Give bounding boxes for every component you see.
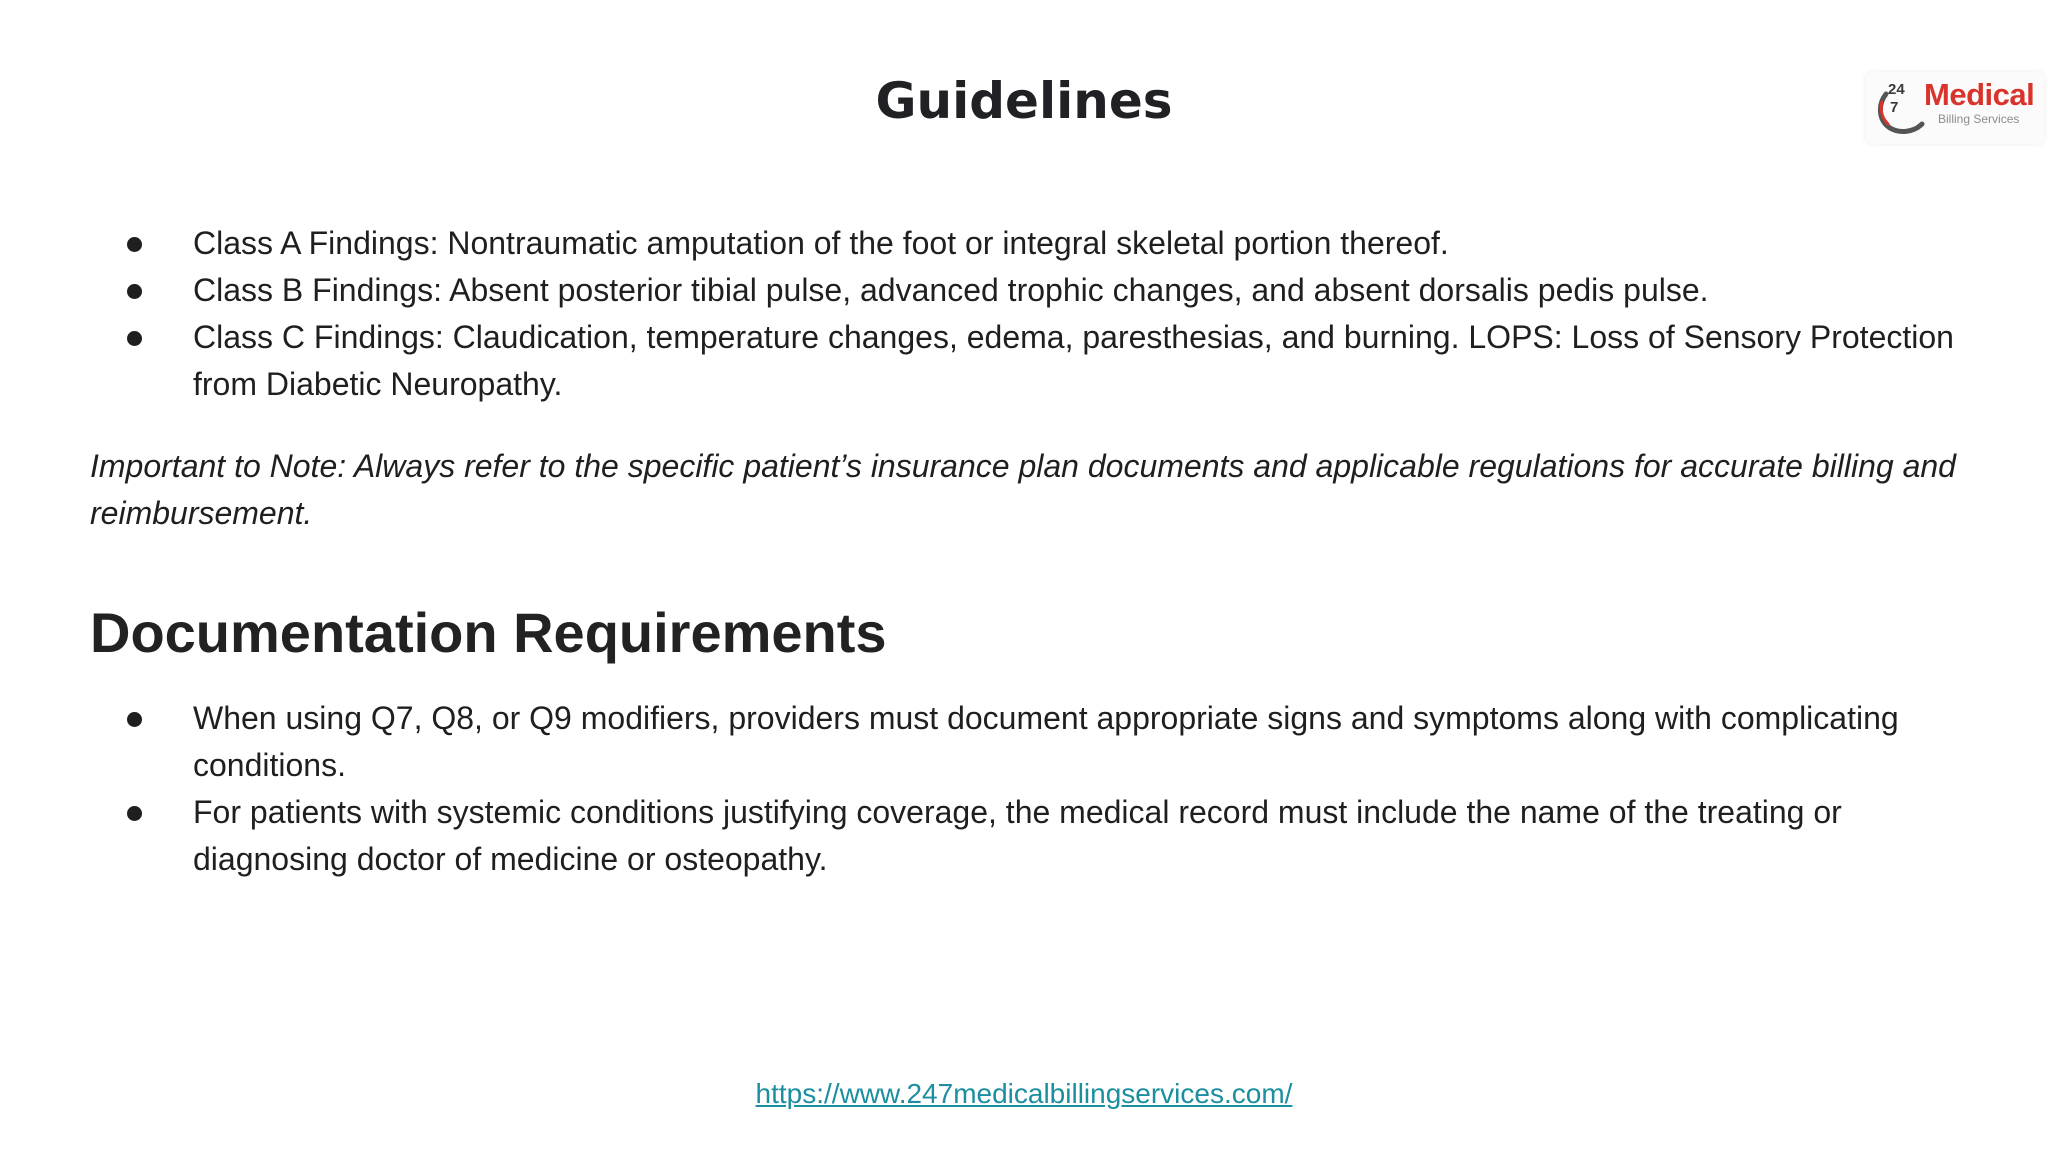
section-heading: Documentation Requirements xyxy=(90,601,887,664)
list-item-text: For patients with systemic conditions justifying coverage, the medical record must include the name of the treating or diagnosing doctor of medicine or osteopathy. xyxy=(193,794,1842,877)
list-item-text: When using Q7, Q8, or Q9 modifiers, providers must document appropriate signs and symptoms along with complicating conditions. xyxy=(193,700,1899,783)
bullet-icon xyxy=(127,806,142,821)
list-item xyxy=(0,220,2048,267)
list-item xyxy=(0,314,2048,408)
footer xyxy=(0,1077,2048,1111)
bullet-icon xyxy=(127,237,142,252)
list-item xyxy=(0,695,2048,789)
list-item xyxy=(0,789,2048,883)
page-title: Guidelines xyxy=(875,72,1173,130)
logo-numerals: 24 xyxy=(1888,81,1905,98)
documentation-list xyxy=(0,695,2048,883)
guidelines-list xyxy=(0,220,2048,408)
logo-brand-text: Medical xyxy=(1924,77,2035,112)
important-note: Important to Note: Always refer to the specific patient’s insurance plan documents and applicable regulations for accurate billing and reimbursement. xyxy=(90,448,1956,531)
list-item-text: Class A Findings: Nontraumatic amputation of the foot or integral skeletal portion thereof. xyxy=(193,225,1449,261)
logo-digit: 7 xyxy=(1890,99,1899,116)
company-logo[interactable] xyxy=(1866,72,2044,144)
bullet-icon xyxy=(127,712,142,727)
website-link[interactable]: https://www.247medicalbillingservices.com/ xyxy=(755,1078,1293,1109)
list-item xyxy=(0,267,2048,314)
list-item-text: Class C Findings: Claudication, temperature changes, edema, paresthesias, and burning. LOPS: Loss of Sensory Protection from Diabetic Neuropathy. xyxy=(193,319,1954,402)
list-item-text: Class B Findings: Absent posterior tibial pulse, advanced trophic changes, and absent dorsalis pedis pulse. xyxy=(193,272,1709,308)
logo-subtitle: Billing Services xyxy=(1938,112,2020,126)
bullet-icon xyxy=(127,284,142,299)
bullet-icon xyxy=(127,331,142,346)
